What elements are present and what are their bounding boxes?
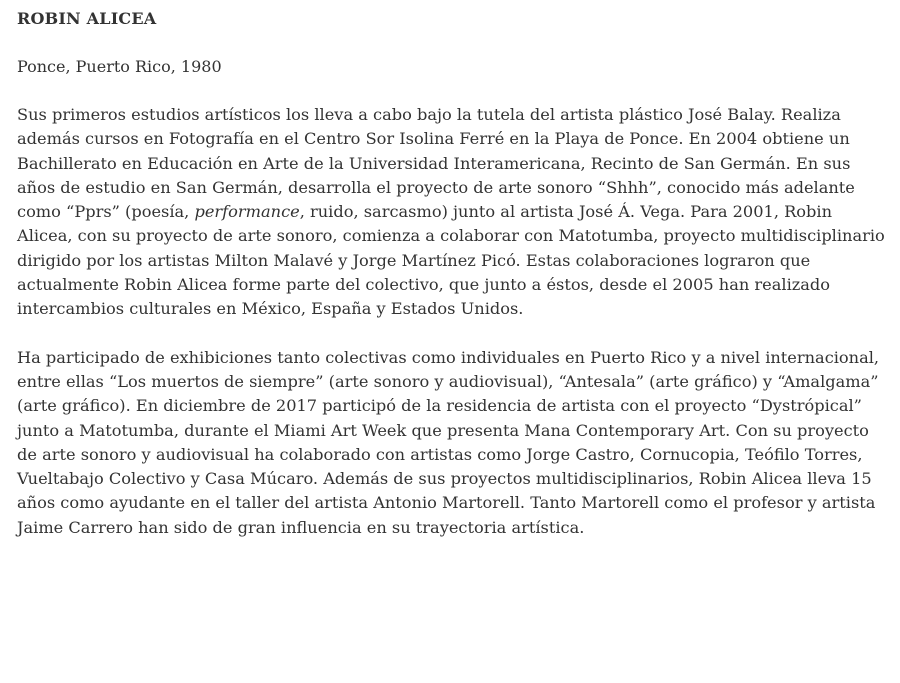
bio-paragraph-1 xyxy=(17,103,887,322)
bio-paragraph-1-italic: performance xyxy=(194,202,300,222)
bio-paragraph-1-text-a: Sus primeros estudios artísticos los lleva a cabo bajo la tutela del artista plástico José Balay. Realiza además cursos en Fotografía en el Centro Sor Isolina Ferré en la Playa de Ponce. En 2004 obtiene un Bachillerato en Educación en Arte de la Universidad Interamericana, Recinto de San Germán. En sus años de estudio en San Germán, desarrolla el proyecto de arte sonoro “Shhh”, conocido más adelante como “Pprs” (poesía, xyxy=(17,105,855,222)
bio-paragraph-1-text-b: , ruido, sarcasmo) junto al artista José Á. Vega. Para 2001, Robin Alicea, con su proyecto de arte sonoro, comienza a colaborar con Matotumba, proyecto multidisciplinario dirigido por los artistas Milton Malavé y Jorge Martínez Picó. Estas colaboraciones lograron que actualmente Robin Alicea forme parte del colectivo, que junto a éstos, desde el 2005 han realizado intercambios culturales en México, España y Estados Unidos. xyxy=(17,202,885,319)
artist-origin: Ponce, Puerto Rico, 1980 xyxy=(17,57,222,76)
artist-name-heading: ROBIN ALICEA xyxy=(17,9,157,28)
bio-paragraph-2: Ha participado de exhibiciones tanto colectivas como individuales en Puerto Rico y a nivel internacional, entre ellas “Los muertos de siempre” (arte sonoro y audiovisual), “Antesala” (arte gráfico) y “Amalgama” (arte gráfico). En diciembre de 2017 participó de la residencia de artista con el proyecto “Dystrópical” junto a Matotumba, durante el Miami Art Week que presenta Mana Contemporary Art. Con su proyecto de arte sonoro y audiovisual ha colaborado con artistas como Jorge Castro, Cornucopia, Teófilo Torres, Vueltabajo Colectivo y Casa Múcaro. Además de sus proyectos multidisciplinarios, Robin Alicea lleva 15 años como ayudante en el taller del artista Antonio Martorell. Tanto Martorell como el profesor y artista Jaime Carrero han sido de gran influencia en su trayectoria artística. xyxy=(17,347,880,537)
